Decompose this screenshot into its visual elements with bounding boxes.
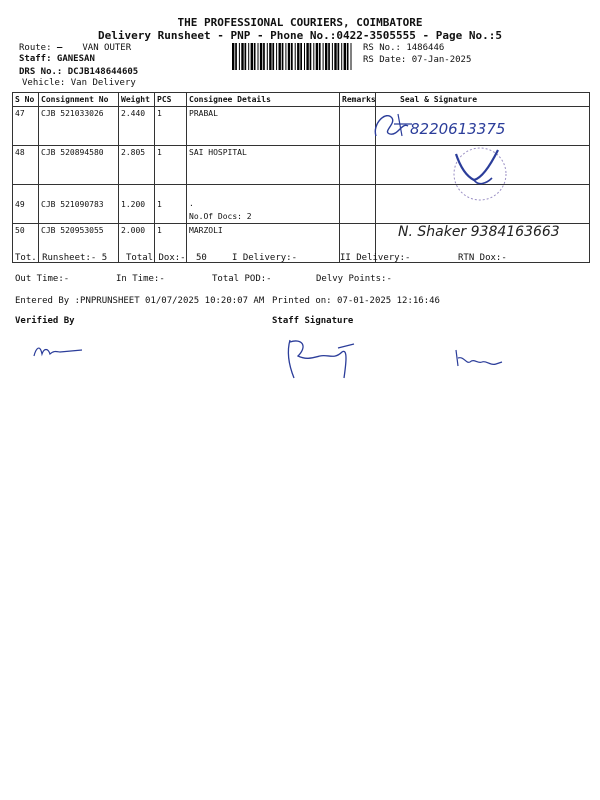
col-header-consignee: Consignee Details <box>187 93 340 107</box>
barcode-bar <box>295 43 296 70</box>
barcode-bar <box>338 43 340 70</box>
cell-remarks <box>340 185 376 224</box>
barcode-bar <box>306 43 308 70</box>
no-of-docs: No.Of Docs: 2 <box>189 212 252 221</box>
cell-pcs: 1 <box>155 185 187 224</box>
total-dox-label: Total Dox:- <box>126 253 186 263</box>
cell-pcs: 1 <box>155 146 187 185</box>
col-header-seal-signature: Seal & Signature <box>376 93 590 107</box>
company-name: THE PROFESSIONAL COURIERS, COIMBATORE <box>177 16 423 29</box>
barcode-bar <box>239 43 240 70</box>
out-time: Out Time:- <box>15 274 70 284</box>
route-line <box>19 43 131 53</box>
barcode-bar <box>276 43 277 70</box>
barcode-bar <box>260 43 262 70</box>
consignee-text: . <box>189 199 194 208</box>
barcode-bar <box>251 43 253 70</box>
route-label: Route: <box>19 43 52 53</box>
barcode-bar <box>313 43 314 70</box>
third-signature <box>452 346 512 372</box>
barcode-bar <box>235 43 237 70</box>
i-delivery: I Delivery:- <box>232 253 298 263</box>
cell-weight: 2.440 <box>119 107 155 146</box>
barcode-bar <box>241 43 243 70</box>
in-time: In Time:- <box>116 274 165 284</box>
route-value: VAN OUTER <box>82 43 132 53</box>
barcode-bar <box>245 43 247 70</box>
staff-name: Staff: GANESAN <box>19 54 95 64</box>
barcode-bar <box>316 43 318 70</box>
barcode-bar <box>272 43 274 70</box>
verified-by: Verified By <box>15 316 75 326</box>
signature-row-47 <box>368 104 538 144</box>
barcode-bar <box>288 43 290 70</box>
barcode-bar <box>258 43 259 70</box>
cell-consignee <box>187 185 340 224</box>
barcode-bar <box>334 43 336 70</box>
rs-date: RS Date: 07-Jan-2025 <box>363 55 472 65</box>
barcode-bar <box>332 43 333 70</box>
vehicle: Vehicle: Van Delivery <box>22 78 136 88</box>
rtn-dox: RTN Dox:- <box>458 253 507 263</box>
rs-number: RS No.: 1486446 <box>363 43 445 53</box>
ii-delivery: II Delivery:- <box>340 253 411 263</box>
cell-sno: 48 <box>13 146 39 185</box>
cell-weight: 2.805 <box>119 146 155 185</box>
cell-consignment: CJB 520894580 <box>39 146 119 185</box>
cell-remarks <box>340 146 376 185</box>
barcode-bar <box>267 43 268 70</box>
signature-row-50 <box>396 210 596 244</box>
barcode-bar <box>263 43 265 70</box>
barcode-bar <box>347 43 349 70</box>
barcode-bar <box>297 43 299 70</box>
drs-number: DRS No.: DCJB148644605 <box>19 67 139 77</box>
barcode-bar <box>269 43 271 70</box>
barcode-bar <box>344 43 346 70</box>
verifier-signature <box>30 340 90 362</box>
col-header-pcs: PCS <box>155 93 187 107</box>
runsheet-subtitle: Delivery Runsheet - PNP - Phone No.:0422-3505555 - Page No.:5 <box>98 29 502 42</box>
barcode-bar <box>279 43 281 70</box>
barcode-image <box>232 43 354 70</box>
barcode-bar <box>304 43 305 70</box>
handwritten-name-phone: N. Shaker 9384163663 <box>398 224 560 240</box>
cell-consignee: PRABAL <box>187 107 340 146</box>
barcode-bar <box>291 43 293 70</box>
col-header-weight: Weight <box>119 93 155 107</box>
cell-consignment: CJB 521033026 <box>39 107 119 146</box>
barcode-bar <box>300 43 302 70</box>
staff-signature <box>282 334 372 382</box>
route-scribble <box>57 43 77 53</box>
cell-sno: 50 <box>13 224 39 263</box>
barcode-bar <box>325 43 327 70</box>
cell-consignee: SAI HOSPITAL <box>187 146 340 185</box>
barcode-bar <box>351 43 352 70</box>
cell-weight: 1.200 <box>119 185 155 224</box>
cell-consignee: MARZOLI <box>187 224 340 263</box>
col-header-remarks: Remarks <box>340 93 376 107</box>
barcode-bar <box>341 43 342 70</box>
barcode-bar <box>254 43 256 70</box>
seal-stamp-row-48 <box>440 140 520 202</box>
staff-signature-label: Staff Signature <box>272 316 354 326</box>
tot-runsheet: Tot. Runsheet:- 5 <box>15 253 108 263</box>
cell-weight: 2.000 <box>119 224 155 263</box>
cell-consignment: CJB 521090783 <box>39 185 119 224</box>
entered-by: Entered By :PNPRUNSHEET 01/07/2025 10:20:07 AM <box>15 296 265 306</box>
barcode-bar <box>285 43 286 70</box>
cell-sno: 47 <box>13 107 39 146</box>
barcode-bar <box>248 43 249 70</box>
total-dox-value: 50 <box>196 253 207 263</box>
col-header-consignment: Consignment No <box>39 93 119 107</box>
cell-consignment: CJB 520953055 <box>39 224 119 263</box>
barcode-bar <box>328 43 330 70</box>
cell-pcs: 1 <box>155 107 187 146</box>
handwritten-phone: 8220613375 <box>410 120 506 138</box>
barcode-bar <box>232 43 234 70</box>
cell-sno: 49 <box>13 185 39 224</box>
barcode-bar <box>323 43 324 70</box>
barcode-bar <box>310 43 312 70</box>
barcode-bar <box>282 43 284 70</box>
col-header-sno: S No <box>13 93 39 107</box>
printed-on: Printed on: 07-01-2025 12:16:46 <box>272 296 440 306</box>
cell-pcs: 1 <box>155 224 187 263</box>
barcode-bar <box>319 43 321 70</box>
total-pod: Total POD:- <box>212 274 272 284</box>
delvy-points: Delvy Points:- <box>316 274 392 284</box>
